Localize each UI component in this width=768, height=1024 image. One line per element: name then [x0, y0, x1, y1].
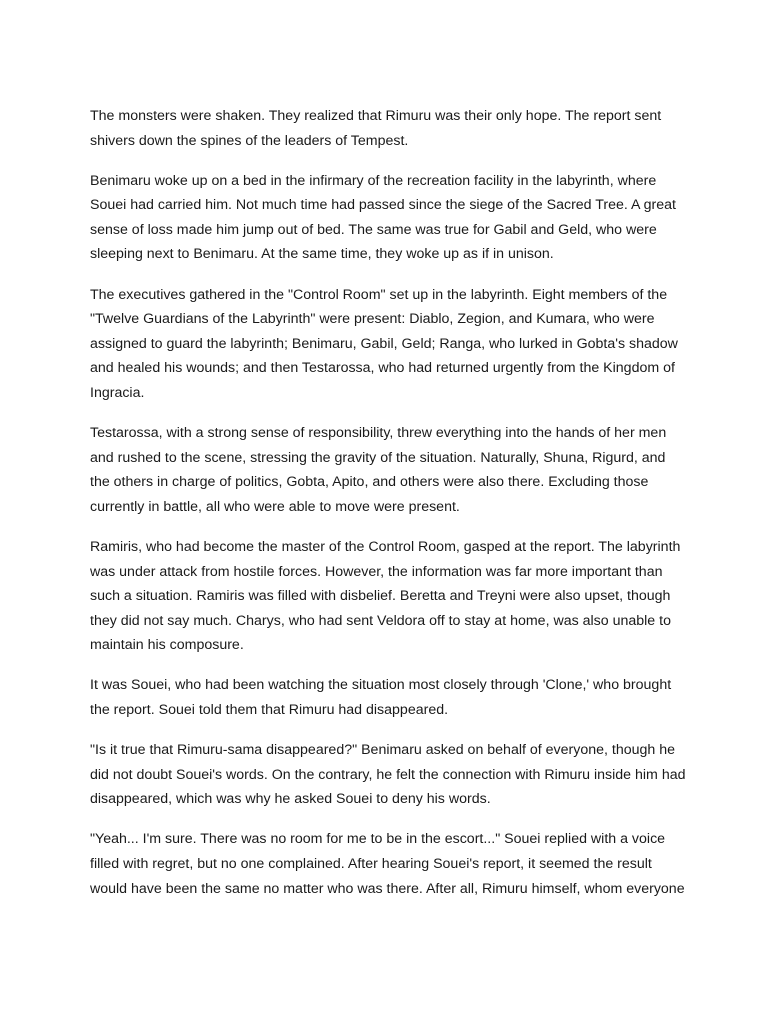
paragraph-4: Testarossa, with a strong sense of responsibility, threw everything into the hands of her men and rushed to the scene, stressing the gravity of the situation. Naturally, Shuna, Rigurd, and the others in charge of politics, Gobta, Apito, and others were also there. Excluding those currently in battle, all who were able to move were present. — [90, 425, 667, 515]
paragraph-5: Ramiris, who had become the master of the Control Room, gasped at the report. The labyrinth was under attack from hostile forces. However, the information was far more important than such a situation. Ramiris was filled with disbelief. Beretta and Treyni were also upset, though they did not say much. Charys, who had sent Veldora off to stay at home, was also unable to maintain his composure. — [90, 538, 681, 654]
document-page — [90, 104, 686, 917]
paragraph-1: The monsters were shaken. They realized that Rimuru was their only hope. The report sent shivers down the spines of the leaders of Tempest. — [90, 108, 662, 149]
paragraph-2: Benimaru woke up on a bed in the infirmary of the recreation facility in the labyrinth, where Souei had carried him. Not much time had passed since the siege of the Sacred Tree. A great sense of loss made him jump out of bed. The same was true for Gabil and Geld, who were sleeping next to Benimaru. At the same time, they woke up as if in unison. — [90, 172, 676, 263]
paragraph-7: "Is it true that Rimuru-sama disappeared?" Benimaru asked on behalf of everyone, though he did not doubt Souei's words. On the contrary, he felt the connection with Rimuru inside him had disappeared, which was why he asked Souei to deny his words. — [90, 742, 686, 808]
paragraph-6: It was Souei, who had been watching the situation most closely through 'Clone,' who brought the report. Souei told them that Rimuru had disappeared. — [90, 677, 672, 718]
paragraph-3: The executives gathered in the "Control Room" set up in the labyrinth. Eight members of the "Twelve Guardians of the Labyrinth" were present: Diablo, Zegion, and Kumara, who were assigned to guard the labyrinth; Benimaru, Gabil, Geld; Ranga, who lurked in Gobta's shadow and healed his wounds; and then Testarossa, who had returned urgently from the Kingdom of Ingracia. — [90, 286, 678, 401]
paragraph-8: "Yeah... I'm sure. There was no room for me to be in the escort..." Souei replied with a voice filled with regret, but no one complained. After hearing Souei's report, it seemed the result would have been the same no matter who was there. After all, Rimuru himself, whom everyone — [90, 831, 685, 897]
